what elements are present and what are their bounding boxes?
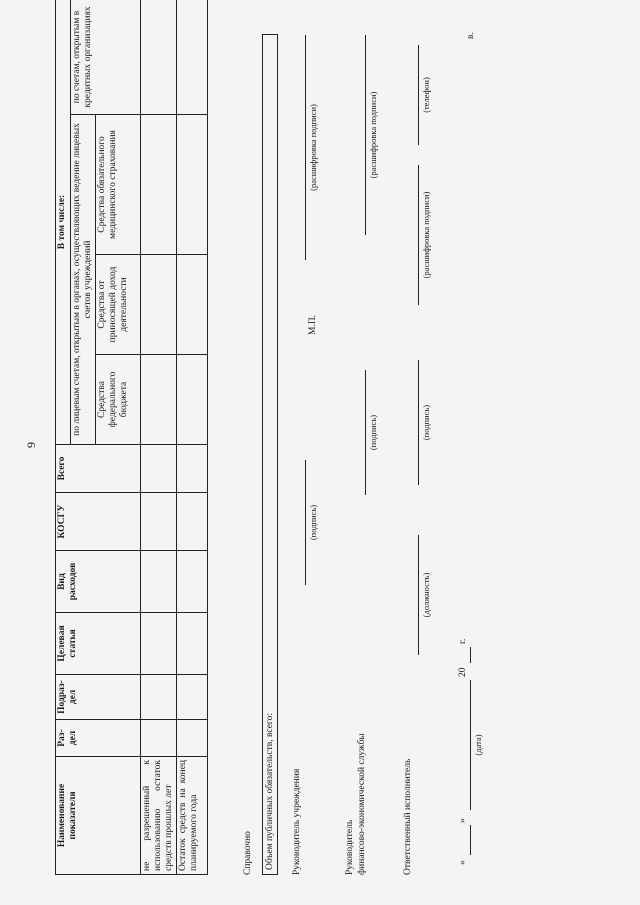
date-year-prefix: 20 xyxy=(458,667,468,677)
row-label: не разрешенный к использованию остаток средств прошлых лет xyxy=(140,757,176,875)
head-signature-hint: (подпись) xyxy=(308,504,318,541)
col-header-name: Наименование показателя xyxy=(56,757,141,875)
executor-decoding-line xyxy=(418,165,419,305)
fin-head-signature-hint: (подпись) xyxy=(368,414,378,451)
executor-label: Ответственный исполнитель xyxy=(403,758,413,875)
col-header-fed-budget: Средства федерального бюджета xyxy=(95,355,140,445)
col-header-oms: Средства обязательного медицинского страхования xyxy=(95,115,140,255)
col-header-v-tom-chisle: В том числе: xyxy=(56,0,71,445)
fin-head-label-2: финансово-экономической службы xyxy=(357,733,367,875)
corner-mark: в. xyxy=(466,32,476,39)
executor-position-line xyxy=(418,535,419,655)
head-decoding-hint: (расшифровка подписи) xyxy=(308,104,318,191)
fin-head-decoding-hint: (расшифровка подписи) xyxy=(368,91,378,179)
executor-decoding-hint: (расшифровка подписи) xyxy=(421,191,431,279)
reference-label: Справочно xyxy=(243,831,253,875)
col-header-income-activity: Средства от приносящей доход деятельности xyxy=(95,255,140,355)
head-label: Руководитель учреждения xyxy=(292,768,302,875)
row-label: Остаток средств на конец планируемого года xyxy=(176,757,207,875)
date-month-line xyxy=(470,680,471,810)
executor-phone-line xyxy=(418,45,419,145)
fin-head-label-1: Руководитель xyxy=(345,819,355,875)
col-header-razdel: Раз- дел xyxy=(56,720,141,757)
col-header-vsego: Всего xyxy=(56,445,141,493)
table-row xyxy=(140,0,176,875)
col-header-po-litsevym: по лицевым счетам, открытым в органах, осуществляющих ведение лицевых счетов учреждений xyxy=(71,115,96,445)
col-header-podrazdel: Подраз- дел xyxy=(56,675,141,720)
date-hint: (дата) xyxy=(473,734,483,756)
page-number: 9 xyxy=(24,442,38,448)
executor-signature-hint: (подпись) xyxy=(421,404,431,441)
date-open-quote: « xyxy=(458,860,468,865)
fin-head-decoding-line xyxy=(365,35,366,235)
date-year-line xyxy=(470,647,471,663)
obligations-label: Объем публичных обязательств, всего: xyxy=(265,713,275,870)
col-header-po-schetam: по счетам, открытым в кредитных организациях xyxy=(71,0,141,115)
executor-position-hint: (должность) xyxy=(421,572,431,618)
budget-table xyxy=(55,0,208,875)
date-year-suffix: г. xyxy=(458,638,468,644)
obligations-box xyxy=(262,34,278,875)
table-row xyxy=(176,0,207,875)
head-decoding-line xyxy=(305,35,306,260)
executor-signature-line xyxy=(418,360,419,485)
stamp-mark: М.П. xyxy=(308,314,318,335)
col-header-kosgu: КОСГУ xyxy=(56,493,141,551)
head-signature-line xyxy=(305,460,306,585)
executor-phone-hint: (телефон) xyxy=(421,77,431,113)
date-day-line xyxy=(470,825,471,855)
date-close-quote: » xyxy=(458,818,468,823)
fin-head-signature-line xyxy=(365,370,366,495)
col-header-vid-rashodov: Вид расходов xyxy=(56,551,141,613)
col-header-celevaya-statya: Целевая статья xyxy=(56,613,141,675)
